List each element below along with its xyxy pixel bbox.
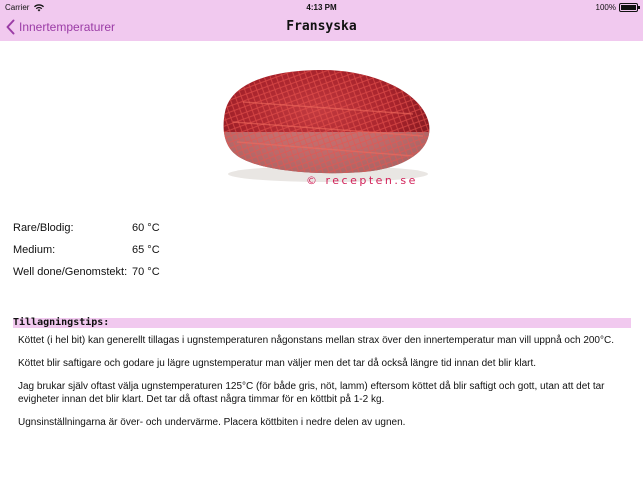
temperature-value: 65 °C [132,244,160,256]
battery-percent: 100% [595,3,616,12]
temperature-label: Well done/Genomstekt: [13,266,128,278]
tips-section [18,334,630,439]
roast-illustration [213,52,438,192]
tips-heading: Tillagningstips: [13,318,631,328]
tip-paragraph: Ugnsinställningarna är över- och undervärme. Placera köttbiten i nedre delen av ugnen. [18,417,406,428]
carrier-label: Carrier [5,3,30,12]
roast-photo [213,52,438,192]
status-time: 4:13 PM [306,3,337,12]
image-watermark: © recepten.se [306,174,418,187]
battery-icon [619,3,638,12]
tip-paragraph: Köttet blir saftigare och godare ju lägre ugnstemperatur man väljer men det tar då också längre tid innan det blir klart. [18,358,537,369]
back-button-label: Innertemperaturer [19,20,116,34]
navigation-bar [0,0,643,41]
temperature-label: Medium: [13,244,56,256]
tip-paragraph: Jag brukar själv oftast välja ugnstemperaturen 125°C (för både gris, nöt, lamm) eftersom köttet då blir saftigt och gott, utan att det tar evigheter innan det blir klart. Det tar då oftast några timmar för en köttbit på 1-2 kg. [18,381,605,405]
status-battery [596,3,638,12]
temperature-label: Rare/Blodig: [13,222,74,234]
temperature-value: 60 °C [132,222,160,234]
page-title: Fransyska [286,19,357,34]
tip-paragraph: Köttet (i hel bit) kan generellt tillagas i ugnstemperaturen någonstans mellan strax över den innertemperatur man vill uppnå och 200°C. [18,335,614,346]
temperature-value: 70 °C [132,266,160,278]
